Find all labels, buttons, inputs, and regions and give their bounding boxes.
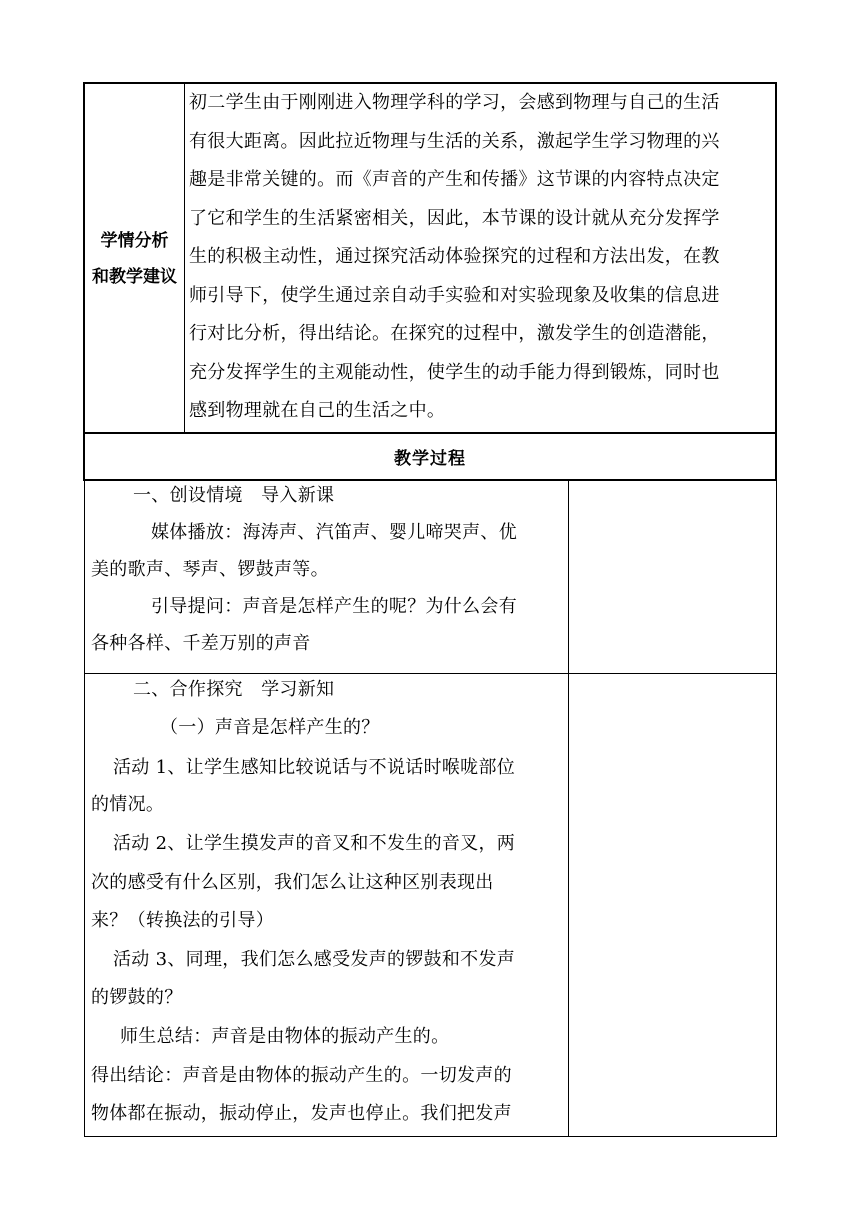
section-1-line: 美的歌声、琴声、锣鼓声等。 — [91, 559, 329, 580]
section-2-line: 的锣鼓的？ — [91, 987, 183, 1008]
analysis-text-line: 生的积极主动性，通过探究活动体验探究的过程和方法出发，在教 — [189, 246, 720, 267]
analysis-text-line: 行对比分析，得出结论。在探究的过程中，激发学生的创造潜能， — [189, 323, 720, 344]
section-2-line: 的情况。 — [91, 794, 165, 815]
analysis-content-cell — [186, 84, 775, 433]
section-2-line: 活动 3、同理，我们怎么感受发声的锣鼓和不发声 — [113, 949, 516, 970]
section-1-line: 各种各样、千差万别的声音 — [91, 633, 311, 654]
analysis-text-line: 趣是非常关键的。而《声音的产生和传播》这节课的内容特点决定 — [189, 169, 720, 190]
analysis-label-line: 学情分析 — [100, 230, 169, 251]
analysis-text-line: 有很大距离。因此拉近物理与生活的关系，激起学生学习物理的兴 — [189, 130, 720, 152]
section-2-line: 来？（转换法的引导） — [91, 910, 274, 931]
section-2-line: 师生总结：声音是由物体的振动产生的。 — [120, 1026, 450, 1047]
section-1-cell — [85, 481, 567, 673]
section-2-line: 活动 1、让学生感知比较说话与不说话时喉咙部位 — [113, 757, 516, 778]
section-2-line: 活动 2、让学生摸发声的音叉和不发生的音叉，两 — [113, 833, 516, 854]
section-1-line: 媒体播放：海涛声、汽笛声、婴儿啼哭声、优 — [151, 522, 517, 543]
section-2-line: 次的感受有什么区别，我们怎么让这种区别表现出 — [91, 872, 494, 893]
process-header: 教学过程 — [394, 449, 466, 469]
section-1-line: 引导提问：声音是怎样产生的呢？为什么会有 — [151, 596, 517, 617]
analysis-text-line: 师引导下，使学生通过亲自动手实验和对实验现象及收集的信息进 — [189, 284, 720, 306]
analysis-text-line: 了它和学生的生活紧密相关，因此，本节课的设计就从充分发挥学 — [189, 207, 720, 229]
analysis-text-line: 感到物理就在自己的生活之中。 — [189, 400, 446, 421]
process-header-row — [85, 432, 775, 479]
process-table — [84, 481, 777, 1137]
analysis-table — [83, 82, 777, 481]
analysis-text-line: 充分发挥学生的主观能动性，使学生的动手能力得到锻炼，同时也 — [189, 361, 720, 383]
column-divider — [568, 481, 569, 1136]
analysis-text-line: 初二学生由于刚刚进入物理学科的学习，会感到物理与自己的生活 — [189, 92, 720, 113]
section-2-line: 得出结论：声音是由物体的振动产生的。一切发声的 — [91, 1065, 512, 1086]
analysis-label-cell — [85, 84, 185, 433]
section-2-heading: 二、合作探究 学习新知 — [133, 679, 335, 700]
section-2-line: 物体都在振动，振动停止，发声也停止。我们把发声 — [91, 1103, 512, 1124]
section-2-cell — [85, 674, 567, 1136]
section-2-subheading: （一）声音是怎样产生的？ — [160, 717, 380, 738]
analysis-label-line: 和教学建议 — [92, 266, 177, 287]
section-1-heading: 一、创设情境 导入新课 — [133, 485, 335, 506]
